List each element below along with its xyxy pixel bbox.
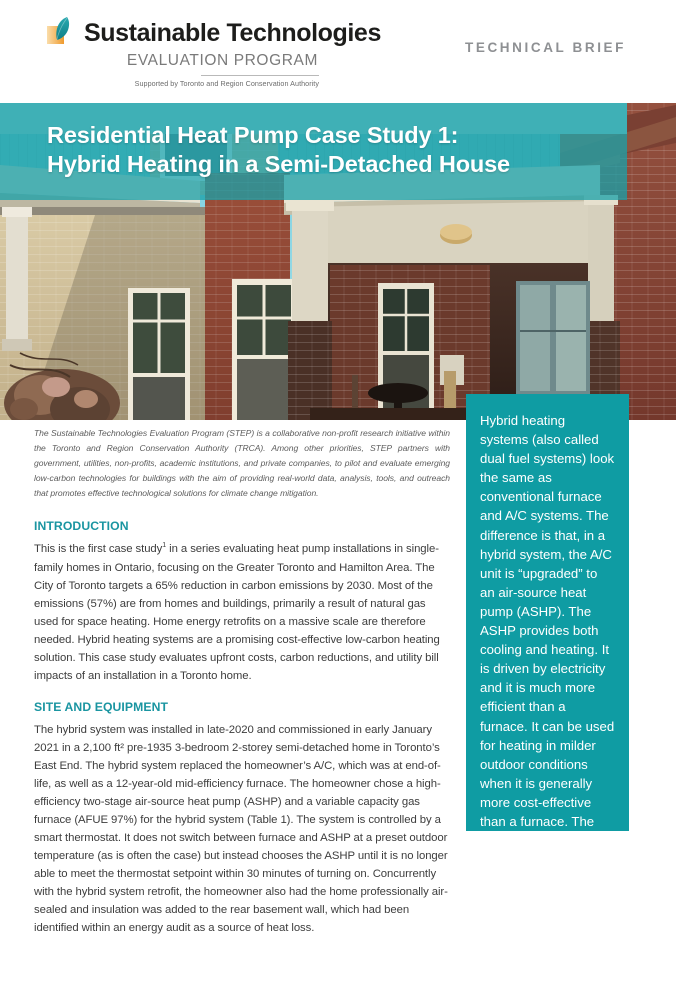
page-header [0,0,676,103]
page-title [47,121,622,179]
callout-text: Hybrid heating systems (also called dual fuel systems) look the same as conventional furnace and A/C systems. The difference is that, in a hybrid system, the A/C unit is “upgraded” to an air-source heat pump (ASHP). The ASHP provides both cooling and heating. It is driven by electricity and it is much more efficient than a furnace. It can be used for heating in milder outdoor conditions when it is generally more cost-effective than a furnace. The furnace is then used in very cold conditions. In jurisdictions with a low-carbon electricity grid, like Ontario, this can result in lower utility bills and significantly lower carbon emissions. [480,413,615,1001]
logo-credit: Supported by Toronto and Region Conservation Authority [134,79,319,88]
page-title-line2: Hybrid Heating in a Semi-Detached House [47,151,510,177]
logo-leaf-icon [44,16,80,50]
document-type-label: TECHNICAL BRIEF [465,40,627,55]
intro-text-part1: This is the first case study [34,543,163,556]
page-title-line1: Residential Heat Pump Case Study 1: [47,122,459,148]
logo-subtitle: EVALUATION PROGRAM [126,52,318,69]
step-logo [44,13,381,88]
step-logo-mark [44,16,80,50]
paragraph-site-and-equipment: The hybrid system was installed in late-2020 and commissioned in early January 2021 in a 2,100 ft² pre-1935 3-bedroom 2-storey semi-detached home in Toronto’s East End. The hybrid system replaced the homeowner’s A/C, which was at end-of-life, as well as a 12-year-old mid-efficiency furnace. The homeowner chose a high-efficiency two-stage air-source heat pump (ASHP) and a variable capacity gas furnace (AFUE 97%) for the hybrid system (Table 1). The system is controlled by a smart thermostat. It does not switch between furnace and ASHP at a preset outdoor temperature (as is often the case) but instead chooses the ASHP until it is no longer able to meet the thermostat setpoint within 30 minutes of turning on. Concurrently with the hybrid system retrofit, the homeowner also had the home professionally air-sealed and insulation was added to the rear basement wall, which had been identified within an energy audit as a source of heat loss. [34,723,448,935]
heading-site-and-equipment: SITE AND EQUIPMENT [34,699,169,714]
hybrid-heating-callout [466,394,629,1001]
intro-text-part2: in a series evaluating heat pump installations in single-family homes in Ontario, focusing on the Greater Toronto and Hamilton Area. The City of Toronto targets a 65% reduction in carbon emissions by 2030. Most of the emissions (57%) are from homes and buildings, primarily a result of natural gas used for space heating. Home energy retrofits on a massive scale are therefore needed. Hybrid heating systems are a promising cost-effective low-carbon heating solution. This case study evaluates upfront costs, carbon reductions, and utility bill impacts of an installation in a Toronto home. [34,543,440,682]
logo-divider [201,75,319,76]
program-blurb: The Sustainable Technologies Evaluation Program (STEP) is a collaborative non-profit research initiative within the Toronto and Region Conservation Authority (TRCA). Among other priorities, STEP partners with government, utilities, non-profits, academic institutions, and private companies, to pilot and evaluate emerging low-carbon technologies for buildings with the aim of providing real-world data, analysis, tools, and outreach that promotes effective technological solutions for climate change mitigation. [34,428,450,499]
footnote-marker: 1 [162,542,167,550]
paragraph-introduction [34,540,450,684]
article-body [34,426,450,937]
heading-introduction: INTRODUCTION [34,519,129,534]
logo-wordmark: Sustainable Technologies [84,19,381,47]
